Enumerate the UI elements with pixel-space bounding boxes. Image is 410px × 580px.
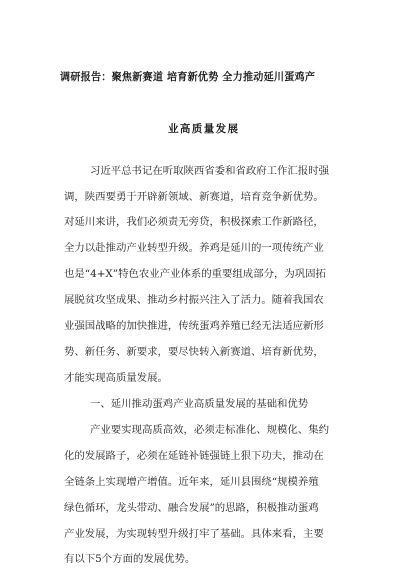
body-line-8: 势、新任务、新要求，要尽快转入新赛道、培育新优势， [64, 346, 324, 358]
body-line-1: 习近平总书记在听取陕西省委和省政府工作汇报时强 [90, 165, 329, 177]
body-line-5: 也是“4+X”特色农业产业体系的重要组成部分，为巩固拓 [64, 268, 326, 280]
section-heading-1: 一、延川推动蛋鸡产业高质量发展的基础和优势 [90, 398, 309, 410]
body-line-11: 产业要实现高质高效，必须走标准化、规模化、集约 [90, 424, 329, 436]
document-title-line-1: 调研报告：聚焦新赛道 培育新优势 全力推动延川蛋鸡产 [60, 71, 316, 83]
body-line-9: 才能实现高质量发展。 [64, 372, 168, 384]
document-title-line-2: 业高质量发展 [168, 123, 240, 135]
body-line-3: 对延川来讲，我们必须责无旁贷，积极探索工作新路径， [64, 216, 324, 228]
body-line-12: 化的发展路子，必须在延链补链强链上狠下功夫，推动在 [64, 450, 324, 462]
body-line-16: 有以下5个方面的发展优势。 [64, 553, 196, 565]
body-line-2: 调，陕西要勇于开辟新领域、新赛道，培育竞争新优势。 [64, 191, 324, 203]
body-line-4: 全力以赴推动产业转型升级。养鸡是延川的一项传统产业 [64, 242, 324, 254]
body-line-6: 展脱贫攻坚成果、推动乡村振兴注入了活力。随着我国农 [64, 294, 324, 306]
body-line-13: 全链条上实现增产增值。近年来，延川县围绕“规模养殖 [64, 476, 319, 488]
body-line-7: 业强国战略的加快推进，传统蛋鸡养殖已经无法适应新形 [64, 320, 324, 332]
body-line-15: 产业发展，为实现转型升级打牢了基础。具体来看，主要 [64, 528, 324, 540]
body-line-14: 绿色循环，龙头带动、融合发展”的思路，积极推动蛋鸡 [64, 502, 319, 514]
